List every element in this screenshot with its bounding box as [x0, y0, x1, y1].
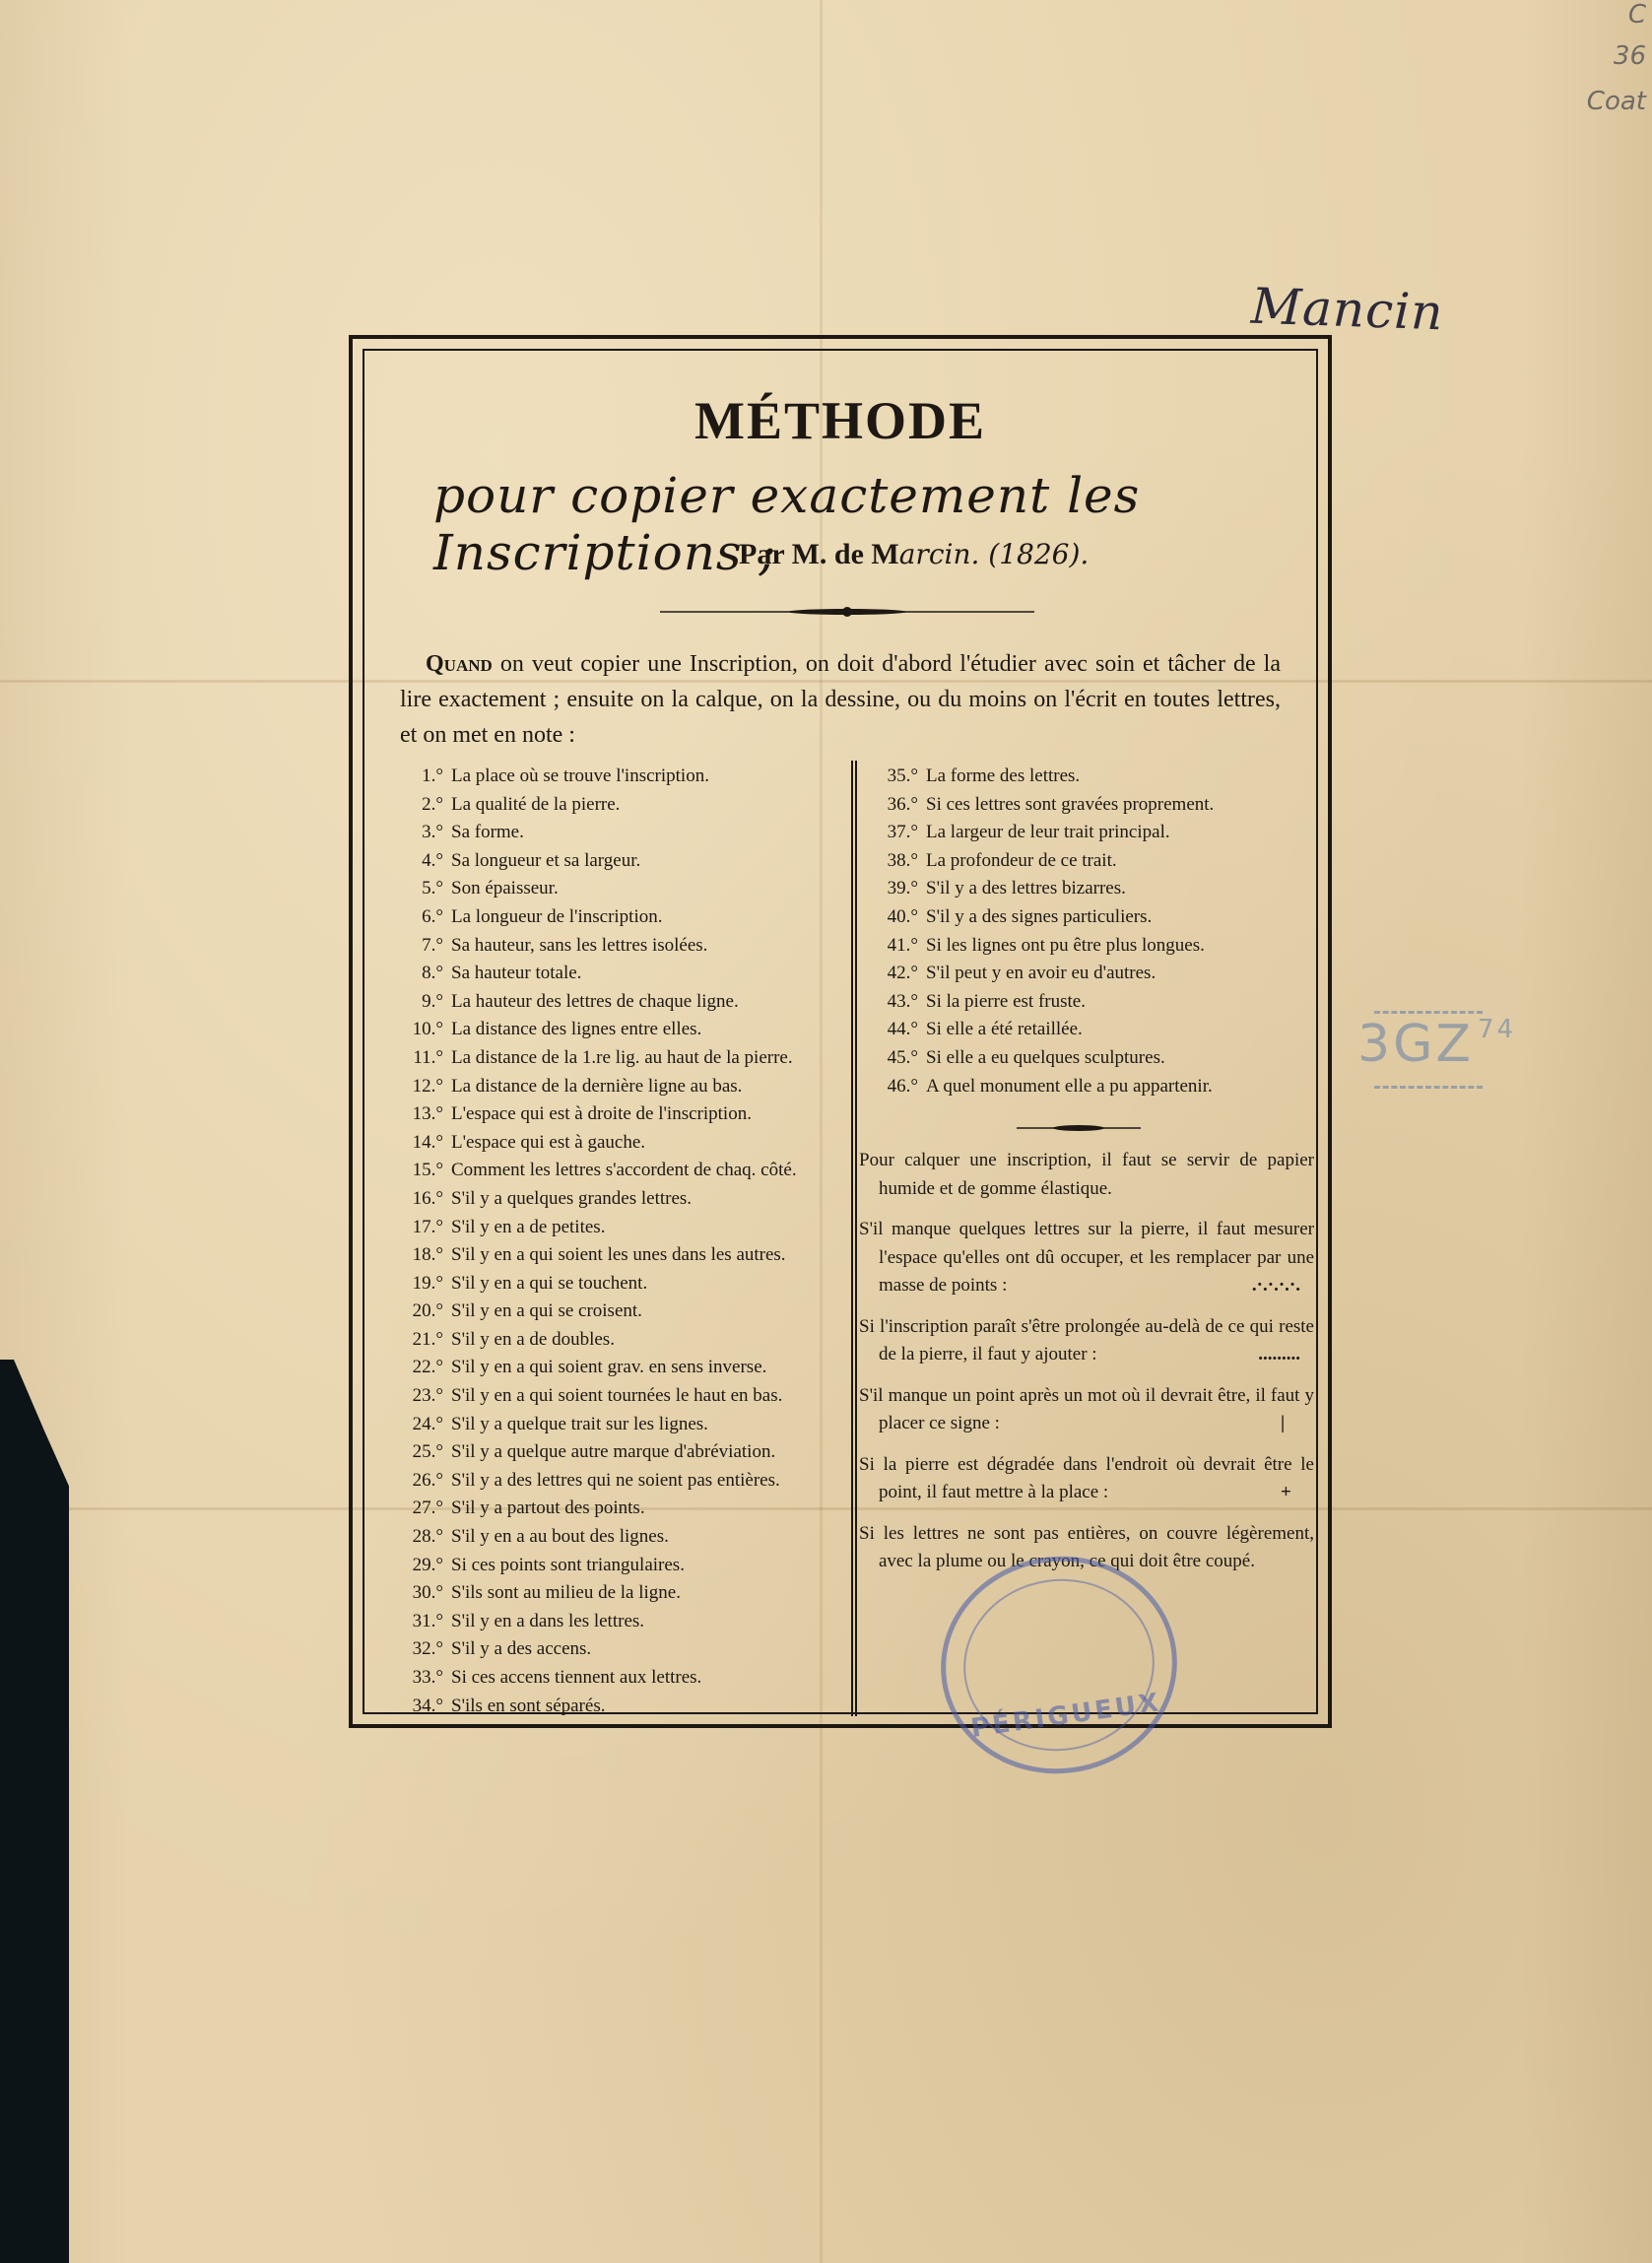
shelfmark-sup: 74: [1478, 1015, 1517, 1044]
list-item: [863, 932, 1316, 961]
corner-note: Coat: [1586, 87, 1646, 116]
item-number: 1.°: [422, 765, 443, 786]
list-item: [388, 1073, 845, 1101]
item-number: 41.°: [887, 934, 918, 956]
author-prefix: Par M. de M: [739, 538, 899, 570]
item-number: 26.°: [412, 1469, 443, 1491]
list-item: [863, 875, 1316, 903]
note-text: S'il manque un point après un mot où il devrait être, il faut y placer ce signe :: [859, 1384, 1314, 1433]
item-number: 40.°: [887, 905, 918, 927]
item-text: S'il y a quelque autre marque d'abréviation.: [451, 1441, 776, 1463]
list-item: [388, 1467, 845, 1496]
item-number: 30.°: [412, 1582, 443, 1604]
item-number: 9.°: [422, 990, 443, 1012]
list-item: [863, 847, 1316, 876]
list-item: [388, 1157, 845, 1185]
list-item: [388, 1382, 845, 1411]
list-item: [388, 960, 845, 988]
item-text: Sa forme.: [451, 822, 524, 843]
list-item: [388, 1579, 845, 1608]
item-text: L'espace qui est à gauche.: [451, 1131, 646, 1153]
item-text: Son épaisseur.: [451, 878, 559, 899]
item-text: La largeur de leur trait principal.: [926, 822, 1170, 843]
intro-text: on veut copier une Inscription, on doit d'abord l'étudier avec soin et tâcher de la lire exactement ; ensuite on la calque, on la dessine, ou du moins on l'écrit en toutes lettres, et on met en note :: [400, 651, 1281, 748]
item-number: 8.°: [422, 963, 443, 984]
shelfmark: [1357, 1015, 1516, 1074]
list-item: [863, 903, 1316, 932]
corner-note: 36: [1613, 41, 1646, 71]
list-item: [388, 1129, 845, 1158]
handwritten-name: Mancin: [1250, 277, 1445, 342]
item-text: Si les lignes ont pu être plus longues.: [926, 934, 1205, 956]
item-text: S'il y en a qui se touchent.: [451, 1272, 648, 1294]
list-item: [388, 1438, 845, 1467]
item-text: Si ces points sont triangulaires.: [451, 1554, 685, 1575]
list-item: [388, 1495, 845, 1523]
item-number: 27.°: [412, 1498, 443, 1519]
item-number: 22.°: [412, 1357, 443, 1378]
list-item: [863, 791, 1316, 820]
item-number: 39.°: [887, 878, 918, 899]
note-text: Si l'inscription paraît s'être prolongée au-delà de ce qui reste de la pierre, il faut y ajouter :: [859, 1315, 1314, 1364]
item-number: 12.°: [412, 1075, 443, 1097]
shelfmark-dash: [1374, 1086, 1483, 1089]
list-item: [388, 1608, 845, 1636]
item-number: 16.°: [412, 1187, 443, 1209]
item-number: 28.°: [412, 1526, 443, 1548]
item-number: 31.°: [412, 1610, 443, 1631]
shelfmark-main: 3GZ: [1357, 1015, 1475, 1074]
item-number: 3.°: [422, 822, 443, 843]
document-frame: [349, 335, 1332, 1728]
note-text: Si la pierre est dégradée dans l'endroit où devrait être le point, il faut mettre à la place :: [859, 1453, 1314, 1502]
document-inner-frame: [363, 349, 1318, 1714]
item-text: A quel monument elle a pu appartenir.: [926, 1075, 1213, 1097]
item-text: S'il y a des lettres qui ne soient pas entières.: [451, 1469, 780, 1491]
item-text: La hauteur des lettres de chaque ligne.: [451, 990, 739, 1012]
item-text: Sa longueur et sa largeur.: [451, 849, 641, 871]
list-item: [388, 1664, 845, 1693]
item-number: 46.°: [887, 1075, 918, 1097]
item-number: 11.°: [413, 1046, 443, 1068]
document-title: MÉTHODE: [694, 391, 987, 450]
item-text: S'il y en a au bout des lignes.: [451, 1526, 669, 1548]
item-text: La distance de la 1.re lig. au haut de la pierre.: [451, 1046, 793, 1068]
list-item: [863, 1016, 1316, 1044]
list-item: [863, 819, 1316, 847]
list-item: [388, 1270, 845, 1298]
item-number: 33.°: [412, 1667, 443, 1688]
list-item: [388, 819, 845, 847]
item-text: La distance de la dernière ligne au bas.: [451, 1075, 743, 1097]
item-text: Si elle a eu quelques sculptures.: [926, 1046, 1165, 1068]
note-text: S'il manque quelques lettres sur la pierre, il faut mesurer l'espace qu'elles ont dû occuper, et les remplacer par une masse de points :: [859, 1219, 1314, 1296]
item-number: 13.°: [412, 1103, 443, 1125]
document-subtitle: pour copier exactement les Inscriptions ;: [433, 467, 1141, 581]
note-symbol: .........: [1258, 1344, 1300, 1364]
ornament-rule: [660, 606, 1034, 618]
item-number: 25.°: [412, 1441, 443, 1463]
item-text: S'il y a des signes particuliers.: [926, 905, 1153, 927]
item-number: 4.°: [422, 849, 443, 871]
item-text: Sa hauteur, sans les lettres isolées.: [451, 934, 708, 956]
item-number: 20.°: [412, 1300, 443, 1322]
item-text: S'il y a partout des points.: [451, 1498, 645, 1519]
item-text: La longueur de l'inscription.: [451, 905, 663, 927]
list-item: [388, 932, 845, 961]
list-item: [388, 1523, 845, 1552]
intro-lead: Quand: [426, 651, 493, 677]
item-text: Si ces accens tiennent aux lettres.: [451, 1667, 702, 1688]
item-number: 5.°: [422, 878, 443, 899]
list-item: [388, 1693, 845, 1721]
item-text: S'il y en a qui se croisent.: [451, 1300, 642, 1322]
item-number: 17.°: [412, 1216, 443, 1237]
item-text: La profondeur de ce trait.: [926, 849, 1117, 871]
item-number: 35.°: [887, 765, 918, 786]
item-text: S'il y a quelques grandes lettres.: [451, 1187, 693, 1209]
item-text: S'il y en a qui soient grav. en sens inverse.: [451, 1357, 767, 1378]
note-paragraph: Si la pierre est dégradée dans l'endroit où devrait être le point, il faut mettre à la place : +: [859, 1453, 1314, 1502]
item-text: S'il peut y en avoir eu d'autres.: [926, 963, 1156, 984]
shelfmark-dash: [1374, 1011, 1483, 1014]
list-item: [863, 1044, 1316, 1073]
item-text: Comment les lettres s'accordent de chaq. côté.: [451, 1160, 797, 1181]
list-item: [388, 1635, 845, 1664]
item-number: 15.°: [412, 1160, 443, 1181]
column-divider: [851, 761, 857, 1716]
item-number: 24.°: [412, 1413, 443, 1434]
item-number: 36.°: [887, 793, 918, 815]
list-item: [388, 1016, 845, 1044]
item-number: 38.°: [887, 849, 918, 871]
item-text: S'il y a quelque trait sur les lignes.: [451, 1413, 708, 1434]
item-number: 10.°: [412, 1019, 443, 1040]
item-number: 37.°: [887, 822, 918, 843]
item-number: 21.°: [412, 1328, 443, 1350]
list-item: [388, 1552, 845, 1580]
item-text: S'il y en a de petites.: [451, 1216, 606, 1237]
list-item: [388, 791, 845, 820]
note-paragraph: S'il manque un point après un mot où il devrait être, il faut y placer ce signe : |: [859, 1384, 1314, 1433]
item-text: S'ils sont au milieu de la ligne.: [451, 1582, 681, 1604]
left-column-list: [388, 763, 845, 1720]
item-text: L'espace qui est à droite de l'inscription.: [451, 1103, 752, 1125]
item-number: 7.°: [422, 934, 443, 956]
list-item: [388, 763, 845, 791]
author-handwritten: arcin. (1826).: [898, 538, 1090, 570]
item-number: 6.°: [422, 905, 443, 927]
list-item: [388, 1100, 845, 1129]
list-item: [388, 1214, 845, 1242]
item-number: 14.°: [412, 1131, 443, 1153]
corner-note: C: [1627, 0, 1646, 30]
item-text: La forme des lettres.: [926, 765, 1081, 786]
list-item: [388, 1411, 845, 1439]
item-text: S'il y en a de doubles.: [451, 1328, 615, 1350]
item-text: Sa hauteur totale.: [451, 963, 582, 984]
stamp-text: PÉRIGUEUX: [968, 1688, 1163, 1744]
item-text: Si ces lettres sont gravées proprement.: [926, 793, 1215, 815]
right-column-list: [863, 763, 1316, 1100]
document-author: [739, 538, 1089, 571]
list-item: [863, 960, 1316, 988]
list-item: [863, 1073, 1316, 1101]
item-number: 32.°: [412, 1638, 443, 1660]
item-text: La place où se trouve l'inscription.: [451, 765, 709, 786]
item-text: Si la pierre est fruste.: [926, 990, 1086, 1012]
list-item: [388, 1354, 845, 1382]
item-number: 2.°: [422, 793, 443, 815]
list-item: [388, 875, 845, 903]
note-text: Si les lettres ne sont pas entières, on couvre légèrement, avec la plume ou le crayon, ce qui doit être coupé.: [859, 1522, 1314, 1571]
note-paragraph: [859, 1147, 1314, 1203]
list-item: [388, 903, 845, 932]
note-paragraph: [859, 1313, 1314, 1369]
dark-backing-edge: [0, 1360, 69, 2263]
list-item: [388, 1326, 845, 1355]
item-number: 42.°: [887, 963, 918, 984]
list-item: [388, 1241, 845, 1270]
list-item: [388, 1044, 845, 1073]
item-text: S'il y en a dans les lettres.: [451, 1610, 645, 1631]
item-number: 45.°: [887, 1046, 918, 1068]
item-number: 19.°: [412, 1272, 443, 1294]
item-number: 34.°: [412, 1695, 443, 1716]
item-text: S'il y a des lettres bizarres.: [926, 878, 1126, 899]
list-item: [388, 1185, 845, 1214]
item-number: 43.°: [887, 990, 918, 1012]
note-symbol: .·.·.·.·.: [1251, 1275, 1300, 1296]
ornament-rule-small: [1017, 1123, 1141, 1133]
note-text: Pour calquer une inscription, il faut se servir de papier humide et de gomme élastique.: [859, 1150, 1314, 1199]
list-item: [388, 988, 845, 1017]
list-item: [863, 988, 1316, 1017]
item-text: S'ils en sont séparés.: [451, 1695, 606, 1716]
item-number: 23.°: [412, 1385, 443, 1407]
item-number: 18.°: [412, 1244, 443, 1266]
notes-section: [859, 1147, 1314, 1589]
list-item: [388, 1298, 845, 1326]
item-number: 44.°: [887, 1019, 918, 1040]
item-text: La distance des lignes entre elles.: [451, 1019, 702, 1040]
item-text: Si elle a été retaillée.: [926, 1019, 1083, 1040]
item-text: S'il y en a qui soient les unes dans les autres.: [451, 1244, 786, 1266]
note-paragraph: [859, 1216, 1314, 1300]
list-item: [388, 847, 845, 876]
item-text: S'il y a des accens.: [451, 1638, 592, 1660]
item-text: S'il y en a qui soient tournées le haut en bas.: [451, 1385, 783, 1407]
intro-paragraph: [400, 646, 1281, 753]
item-number: 29.°: [412, 1554, 443, 1575]
item-text: La qualité de la pierre.: [451, 793, 621, 815]
list-item: [863, 763, 1316, 791]
